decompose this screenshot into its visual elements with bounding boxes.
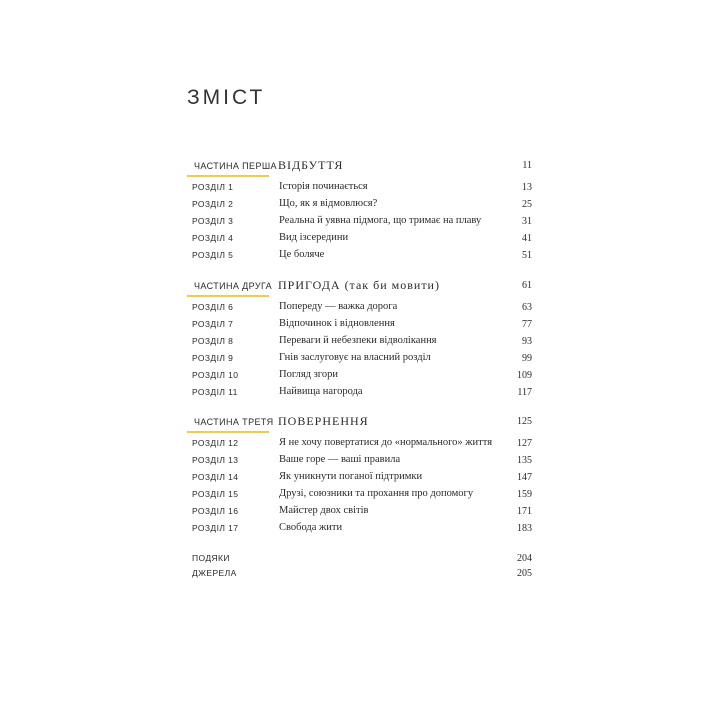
chapter-label: РОЗДІЛ 16 — [192, 506, 239, 516]
chapter-page-number: 117 — [517, 387, 532, 398]
chapter-page-number: 51 — [522, 250, 532, 261]
chapter-page-number: 99 — [522, 353, 532, 364]
chapter-page-number: 93 — [522, 336, 532, 347]
chapter-label: РОЗДІЛ 6 — [192, 302, 234, 312]
part-page-number: 11 — [522, 160, 532, 171]
chapter-row[interactable] — [0, 216, 720, 233]
chapter-label: РОЗДІЛ 10 — [192, 370, 239, 380]
chapter-title: Історія починається — [279, 181, 368, 192]
chapter-label: РОЗДІЛ 15 — [192, 489, 239, 499]
chapter-label: РОЗДІЛ 13 — [192, 455, 239, 465]
chapter-title: Що, як я відмовлюся? — [279, 198, 378, 209]
back-matter-page-number: 204 — [517, 553, 532, 564]
part-title: ПРИГОДА (так би мовити) — [278, 278, 440, 292]
chapter-row[interactable] — [0, 353, 720, 370]
back-matter-label: ДЖЕРЕЛА — [192, 568, 237, 578]
chapter-row[interactable] — [0, 506, 720, 523]
chapter-label: РОЗДІЛ 8 — [192, 336, 234, 346]
chapter-row[interactable] — [0, 489, 720, 506]
chapter-title: Погляд згори — [279, 369, 338, 380]
chapter-title: Реальна й уявна підмога, що тримає на плаву — [279, 215, 482, 226]
chapter-row[interactable] — [0, 319, 720, 336]
chapter-page-number: 25 — [522, 199, 532, 210]
chapter-label: РОЗДІЛ 4 — [192, 233, 234, 243]
chapter-page-number: 13 — [522, 182, 532, 193]
chapter-page-number: 159 — [517, 489, 532, 500]
chapter-label: РОЗДІЛ 2 — [192, 199, 234, 209]
chapter-row[interactable] — [0, 250, 720, 267]
back-matter-sources[interactable] — [0, 568, 720, 584]
part-page-number: 125 — [517, 416, 532, 427]
chapter-title: Я не хочу повертатися до «нормального» життя — [279, 437, 493, 448]
part-underline — [187, 431, 269, 433]
part-underline — [187, 295, 269, 297]
chapter-label: РОЗДІЛ 14 — [192, 472, 239, 482]
chapter-label: РОЗДІЛ 3 — [192, 216, 234, 226]
chapter-label: РОЗДІЛ 9 — [192, 353, 234, 363]
chapter-title: Як уникнути поганої підтримки — [279, 471, 423, 482]
chapter-title: Найвища нагорода — [279, 386, 363, 397]
part-label: ЧАСТИНА ДРУГА — [194, 281, 273, 291]
chapter-title: Ваше горе — ваші правила — [279, 454, 401, 465]
chapter-title: Майстер двох світів — [279, 505, 369, 516]
chapter-title: Попереду — важка дорога — [279, 301, 398, 312]
chapter-page-number: 135 — [517, 455, 532, 466]
back-matter-acknowledgements[interactable] — [0, 553, 720, 569]
chapter-page-number: 171 — [517, 506, 532, 517]
part-label: ЧАСТИНА ПЕРША — [194, 161, 277, 171]
chapter-label: РОЗДІЛ 7 — [192, 319, 234, 329]
part-page-number: 61 — [522, 280, 532, 291]
chapter-label: РОЗДІЛ 5 — [192, 250, 234, 260]
part-header[interactable] — [0, 280, 720, 302]
chapter-label: РОЗДІЛ 12 — [192, 438, 239, 448]
chapter-row[interactable] — [0, 523, 720, 540]
part-header[interactable] — [0, 160, 720, 182]
part-title: ПОВЕРНЕННЯ — [278, 414, 369, 428]
chapter-row[interactable] — [0, 199, 720, 216]
chapter-page-number: 109 — [517, 370, 532, 381]
chapter-label: РОЗДІЛ 17 — [192, 523, 239, 533]
chapter-page-number: 183 — [517, 523, 532, 534]
chapter-row[interactable] — [0, 336, 720, 353]
part-title: ВІДБУТТЯ — [278, 158, 344, 172]
chapter-title: Відпочинок і відновлення — [279, 318, 395, 329]
chapter-row[interactable] — [0, 472, 720, 489]
part-header[interactable] — [0, 416, 720, 438]
chapter-title: Свобода жити — [279, 522, 343, 533]
chapter-label: РОЗДІЛ 11 — [192, 387, 238, 397]
chapter-row[interactable] — [0, 182, 720, 199]
back-matter-label: ПОДЯКИ — [192, 553, 230, 563]
chapter-title: Друзі, союзники та прохання про допомогу — [279, 488, 474, 499]
chapter-row[interactable] — [0, 438, 720, 455]
chapter-page-number: 127 — [517, 438, 532, 449]
chapter-page-number: 31 — [522, 216, 532, 227]
page-title: ЗМІСТ — [187, 86, 266, 109]
chapter-title: Це боляче — [279, 249, 325, 260]
chapter-title: Вид ізсередини — [279, 232, 349, 243]
part-underline — [187, 175, 269, 177]
part-label: ЧАСТИНА ТРЕТЯ — [194, 417, 274, 427]
chapter-row[interactable] — [0, 387, 720, 404]
chapter-row[interactable] — [0, 370, 720, 387]
chapter-row[interactable] — [0, 302, 720, 319]
chapter-row[interactable] — [0, 233, 720, 250]
chapter-page-number: 41 — [522, 233, 532, 244]
chapter-title: Гнів заслуговує на власний розділ — [279, 352, 431, 363]
chapter-page-number: 63 — [522, 302, 532, 313]
chapter-page-number: 147 — [517, 472, 532, 483]
chapter-page-number: 77 — [522, 319, 532, 330]
back-matter-page-number: 205 — [517, 568, 532, 579]
chapter-label: РОЗДІЛ 1 — [192, 182, 234, 192]
chapter-title: Переваги й небезпеки відволікання — [279, 335, 437, 346]
chapter-row[interactable] — [0, 455, 720, 472]
